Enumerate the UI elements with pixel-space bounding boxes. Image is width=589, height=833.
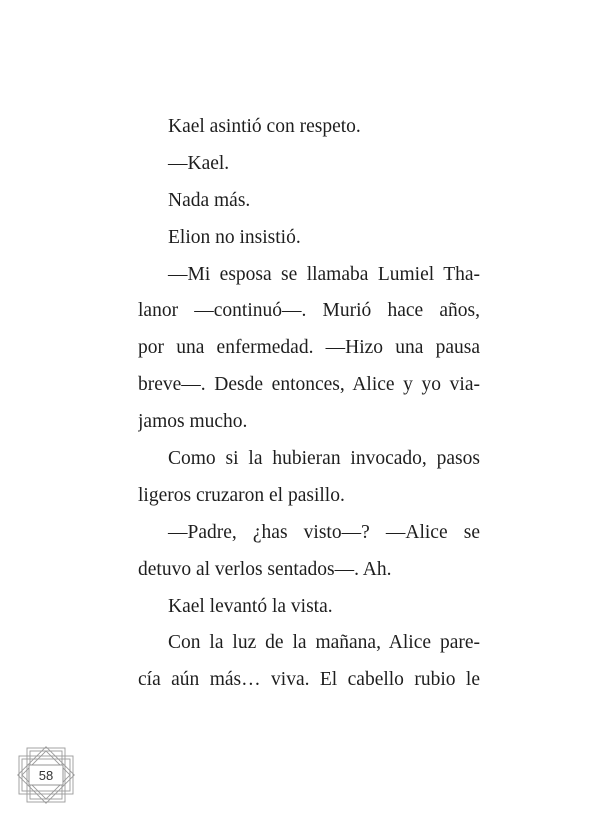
text-line: Con la luz de la mañana, Alice pare-	[168, 632, 480, 654]
text-line: Elion no insistió.	[168, 226, 301, 248]
text-line: jamos mucho.	[138, 411, 248, 433]
text-line: ligeros cruzaron el pasillo.	[138, 484, 345, 506]
text-line: Como si la hubieran invocado, pasos	[168, 448, 480, 470]
page-number: 58	[38, 768, 54, 783]
text-line: cía aún más… viva. El cabello rubio le	[138, 669, 480, 691]
text-line: —Kael.	[168, 152, 230, 174]
text-line: detuvo al verlos sentados—. Ah.	[138, 558, 392, 580]
body-text	[138, 109, 480, 699]
text-line: breve—. Desde entonces, Alice y yo via-	[138, 374, 480, 396]
text-line: Kael asintió con respeto.	[168, 116, 361, 137]
text-line: —Padre, ¿has visto—? —Alice se	[168, 521, 480, 543]
text-line: —Mi esposa se llamaba Lumiel Tha-	[168, 263, 480, 285]
text-line: Kael levantó la vista.	[168, 595, 333, 617]
text-line: lanor —continuó—. Murió hace años,	[138, 300, 480, 322]
text-line: Nada más.	[168, 189, 251, 211]
text-line: por una enfermedad. —Hizo una pausa	[138, 337, 480, 359]
